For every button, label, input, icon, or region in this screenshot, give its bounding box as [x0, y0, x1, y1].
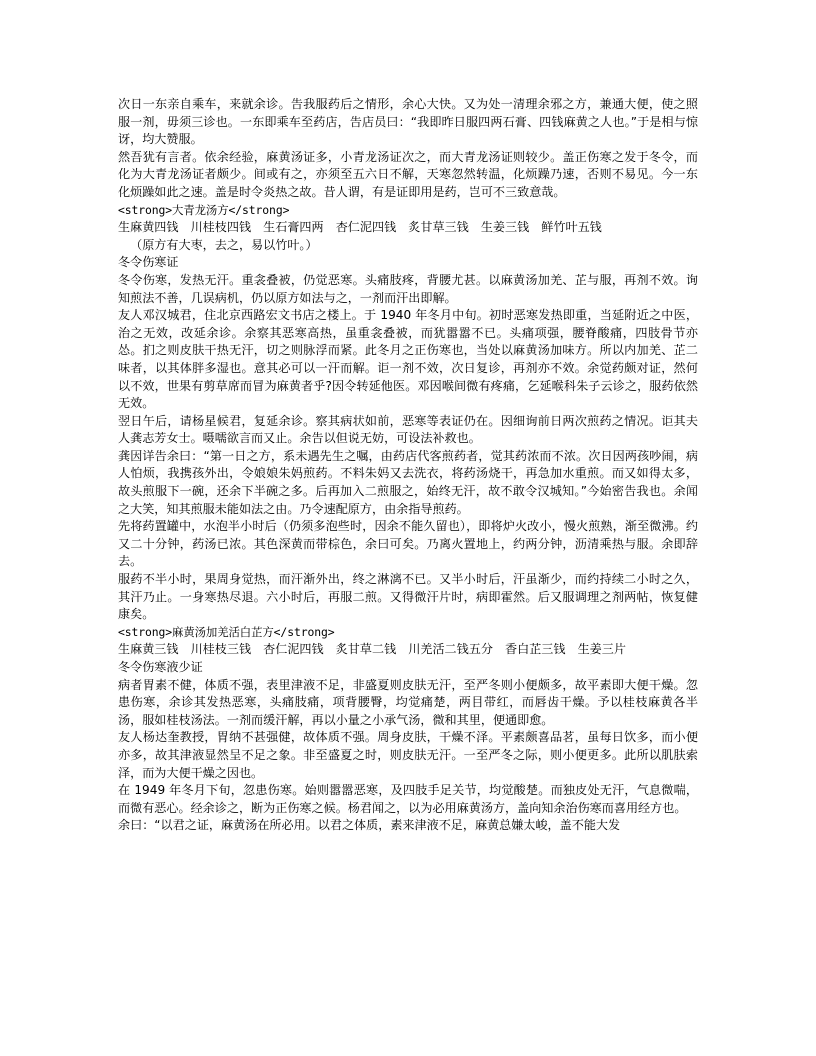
- document-body: [118, 96, 698, 835]
- section-heading: 冬令伤寒液少证: [118, 660, 203, 674]
- section-heading: 冬令伤寒证: [118, 255, 179, 270]
- paragraph: 友人杨达奎教授，胃纳不甚强健，故体质不强。周身皮肤，干燥不泽。平素颇喜品茗，虽每日饮多，而小便亦多，故其津液显然呈不足之象。非至盛夏之时，则皮肤无汗。一至严冬之际，则小便更多。此所以肌肤索泽，而为大便干燥之因也。: [118, 730, 698, 780]
- paragraph: 次日一东亲自乘车，来就余诊。告我服药后之情形，余心大快。又为处一清理余邪之方，兼通大便，使之照服一剂，毋须三诊也。一东即乘车至药店，告店员曰：“我即昨日服四两石膏、四钱麻黄之人也。”于是相与惊讶，均大赞服。: [118, 97, 698, 147]
- paragraph: 在 1949 年冬月下旬，忽患伤寒。始则嚣嚣恶寒，及四肢手足关节，均觉酸楚。而独皮处无汗，气息微喘，而微有恶心。经余诊之，断为正伤寒之候。杨君闻之，以为必用麻黄汤方，盖向知余治伤寒而喜用经方也。: [118, 783, 698, 815]
- formula-ingredients: 生麻黄四钱 川桂枝四钱 生石膏四两 杏仁泥四钱 炙甘草三钱 生姜三钱 鲜竹叶五钱: [118, 220, 602, 235]
- paragraph: 病者胃素不健，体质不强，表里津液不足，非盛夏则皮肤无汗，至严冬则小便颇多，故平素即大便干燥。忽患伤寒，余诊其发热恶寒，头痛肢痛，项背腰臀，均觉痛楚，两目带红，而唇齿干燥。予以桂枝麻黄各半汤，服如桂枝汤法。一剂而缓汗解，再以小量之小承气汤，微和其里，便通即愈。: [118, 677, 698, 727]
- paragraph: 先将药置罐中，水泡半小时后（仍须多泡些时，因余不能久留也），即将炉火改小，慢火煎熟，渐至微沸。约又二十分钟，药汤已浓。其色深黄而带棕色，余曰可矣。乃离火置地上，约两分钟，沥清乘热与服。余即辞去。: [118, 519, 698, 569]
- inline-tag-heading: <strong>大青龙汤方</strong>: [118, 202, 290, 217]
- paragraph: 龚因详告余曰：“第一日之方，系未遇先生之嘱，由药店代客煎药者，觉其药浓而不浓。次日因两孩吵闹，病人怕烦，我携孩外出，令娘娘朱妈煎药。不料朱妈又去洗衣，将药汤烧干，再急加水重煎。而又如得太多，故头煎服下一碗，还余下半碗之多。后再加入二煎服之，始终无汗，故不敢令汉城知。”今始密告我也。余闻之大笑，知其煎服未能如法之由。乃令速配原方，由余指导煎药。: [118, 448, 698, 516]
- paragraph: 翌日午后，请杨星候君，复延余诊。察其病状如前，恶寒等表证仍在。因细询前日两次煎药之情况。讵其夫人龚志芳女士。嗫嚅欲言而又止。余告以但说无妨，可设法补救也。: [118, 413, 698, 446]
- formula-ingredients: 生麻黄三钱 川桂枝三钱 杏仁泥四钱 炙甘草二钱 川羌活二钱五分 香白芷三钱 生姜三片: [118, 642, 626, 657]
- paragraph: 友人邓汉城君，住北京西路宏文书店之楼上。于 1940 年冬月中旬。初时恶寒发热即重，当延附近之中医，治之无效，改延余诊。余察其恶寒高热，虽重衾叠被，而犹嚣嚣不已。头痛项强，腰脊酸痛，四肢骨节亦怂。扪之则皮肤干热无汗，切之则脉浮而紧。此冬月之正伤寒也，当处以麻黄汤加味方。所以内加羌、芷二味者，以其体胖多湿也。意其必可以一汗而解。讵一剂不效，次日复诊，再剂亦不效。余觉药颇对证，然何以不效，世果有剪草席而冒为麻黄者乎?因令转延他医。邓因喉间微有疼痛，乞延喉科朱子云诊之，服药依然无效。: [118, 308, 698, 411]
- paragraph: 冬令伤寒，发热无汗。重衾叠被，仍觉恶寒。头痛肢疼，背腰尤甚。以麻黄汤加羌、芷与服，再剂不效。询知煎法不善，几误病机，仍以原方如法与之，一剂而汗出即解。: [118, 272, 698, 305]
- inline-tag-heading: <strong>麻黄汤加羌活白芷方</strong>: [118, 624, 335, 639]
- paragraph: 服药不半小时，果周身觉热，而汗渐外出，终之淋漓不已。又半小时后，汗虽渐少，而约持续二小时之久，其汗乃止。一身寒热尽退。六小时后，再服二煎。又得微汗片时，病即霍然。后又服调理之剂两帖，恢复健康矣。: [118, 572, 698, 622]
- paragraph: 然吾犹有言者。依余经验，麻黄汤证多，小青龙汤证次之，而大青龙汤证则较少。盖正伤寒之发于冬令，而化为大青龙汤证者颇少。间或有之，亦须至五六日不解，天寒忽然转温，化烦躁乃速，否则不易见。今一东化烦躁如此之速。盖是时令炎热之故。昔人谓，有是证即用是药，岂可不三致意哉。: [118, 149, 698, 199]
- paragraph: 余曰：“以君之证，麻黄汤在所必用。以君之体质，素来津液不足，麻黄总嫌太峻，盖不能大发: [118, 818, 621, 833]
- formula-note: （原方有大枣，去之，易以竹叶。）: [130, 237, 318, 252]
